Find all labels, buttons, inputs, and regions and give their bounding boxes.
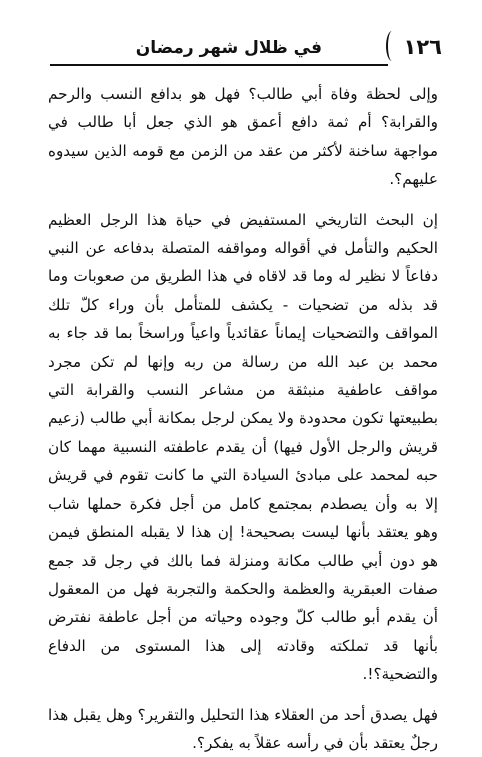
header-divider — [50, 64, 388, 66]
page-header — [50, 28, 442, 72]
page-number-bracket — [386, 31, 398, 61]
running-title: في ظلال شهر رمضان — [135, 38, 322, 58]
page-number: ١٢٦ — [403, 35, 442, 59]
paragraph-3: فهل يصدق أحد من العقلاء هذا التحليل والتقرير؟ وهل يقبل هذا رجلٌ يعتقد بأن في رأسه عقلاً به يفكر؟. — [48, 705, 438, 752]
paragraph-1: وإلى لحظة وفاة أبي طالب؟ فهل هو بدافع النسب والرحم والقرابة؟ أم ثمة دافع أعمق هو الذي جعل أبا طالب في مواجهة ساخنة لأكثر من عقد من الزمن مع قومه الذين سيدوه عليهم؟. — [48, 85, 438, 189]
page-body — [48, 80, 438, 757]
paragraph-2: إن البحث التاريخي المستفيض في حياة هذا الرجل العظيم الحكيم والتأمل في أقواله ومواقفه المتصلة بدفاعه عن النبي دفاعاً لا نظير له وما قد لاقاه في هذا الطريق من صعوبات وما قد بذله من تضحيات - يكشف للمتأمل بأن وراء كلّ تلك المواقف والتضحيات إيماناً عقائدياً واعياً وراسخاً بما قد جاء به محمد بن عبد الله من رسالة من ربه وإنها لم تكن مجرد مواقف عاطفية منبثقة من مشاعر النسب والقرابة التي بطبيعتها تكون محدودة ولا يمكن لرجل بمكانة أبي طالب (زعيم قريش والرجل الأول فيها) أن يقدم عاطفته النسبية مهما كان حبه لمحمد على مبادئ السيادة التي ما كانت تقوم في قريش إلا به وأن يصطدم بمجتمع كامل من أجل فكرة حملها شاب وهو يعتقد بأنها ليست بصحيحة! إن هذا لا يقبله المنطق فيمن هو دون أبي طالب مكانة ومنزلة فما بالك في رجل قد جمع صفات العبقرية والعظمة والحكمة والتجربة فهل من المعقول أن يقدم أبو طالب كلّ وجوده وحياته من أجل عاطفة نفترض بأنها قد تملكته وقادته إلى هذا المستوى من الدفاع والتضحية؟!. — [48, 210, 438, 684]
